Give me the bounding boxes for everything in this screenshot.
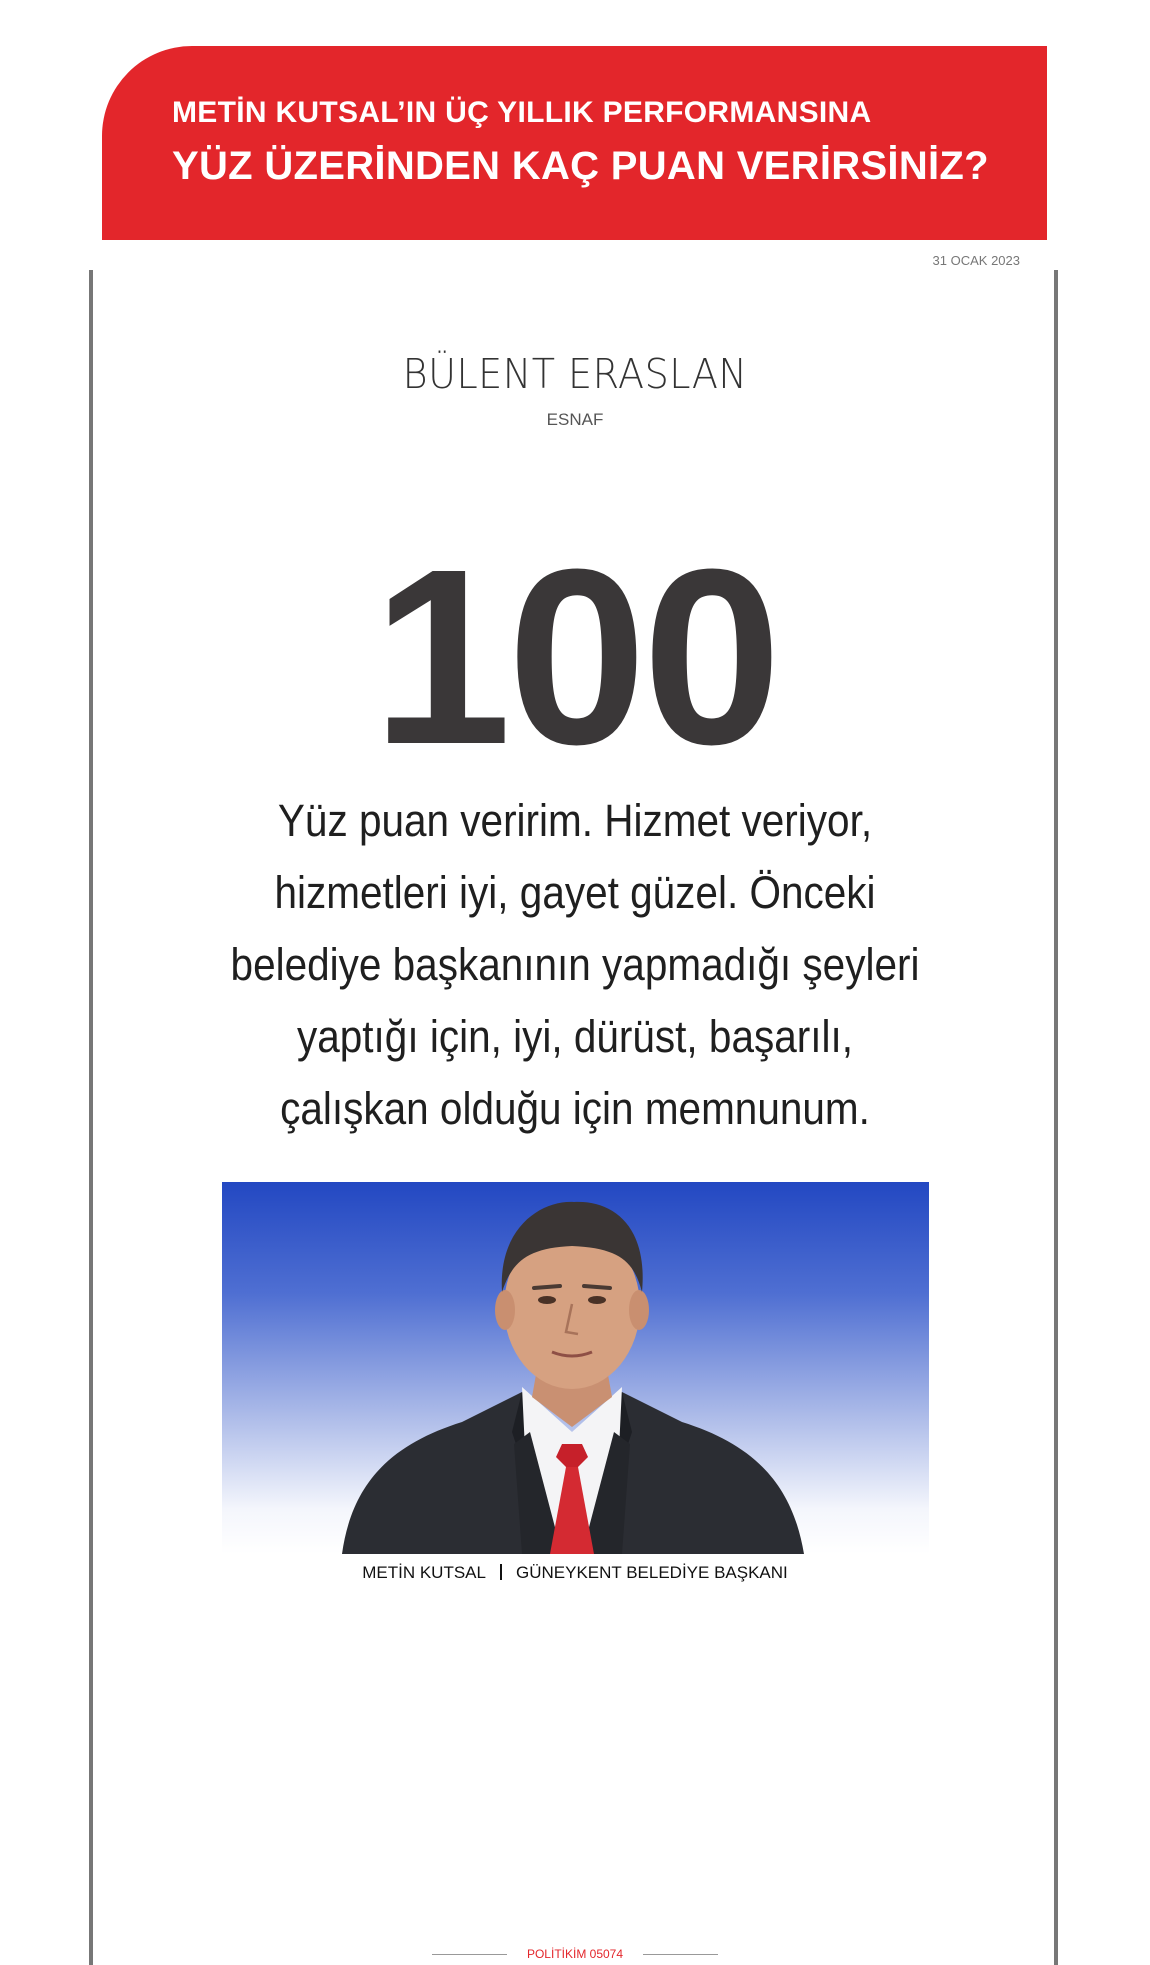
header-banner	[102, 46, 1047, 240]
photo-caption	[0, 1563, 1150, 1583]
score-value: 100	[372, 517, 778, 796]
header-title-line1: METİN KUTSAL’IN ÜÇ YILLIK PERFORMANSINA	[172, 96, 872, 129]
footer-rule-right	[643, 1954, 718, 1955]
caption-name: METİN KUTSAL	[362, 1563, 486, 1582]
page-footer	[0, 1947, 1150, 1961]
caption-title: GÜNEYKENT BELEDİYE BAŞKANI	[515, 1563, 788, 1582]
footer-rule-left	[432, 1954, 507, 1955]
footer-code: POLİTİKİM 05074	[526, 1947, 624, 1961]
left-border-rule	[89, 270, 93, 1965]
mayor-portrait-illustration	[222, 1182, 929, 1554]
mayor-portrait-photo	[222, 1182, 929, 1554]
publish-date: 31 OCAK 2023	[932, 253, 1020, 268]
header-title-line2: YÜZ ÜZERİNDEN KAÇ PUAN VERİRSİNİZ?	[172, 144, 989, 188]
respondent-quote: Yüz puan veririm. Hizmet veriyor, hizmetleri iyi, gayet güzel. Önceki belediye başkanının yapmadığı şeyleri yaptığı için, iyi, dürüst, başarılı, çalışkan olduğu için memnunum.	[230, 795, 920, 1134]
respondent-name: BÜLENT ERASLAN	[402, 350, 748, 398]
caption-separator	[500, 1564, 502, 1580]
right-border-rule	[1054, 270, 1058, 1965]
respondent-role: ESNAF	[546, 410, 604, 429]
